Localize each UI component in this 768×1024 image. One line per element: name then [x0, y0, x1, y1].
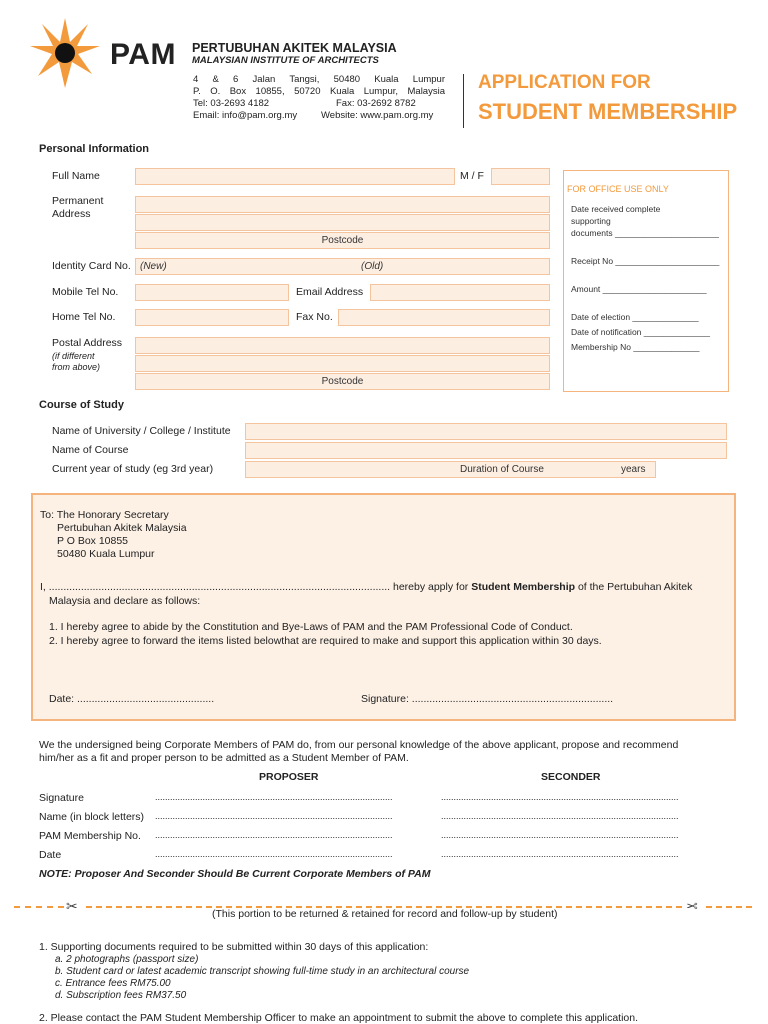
email: Email: info@pam.org.my — [193, 110, 298, 121]
office-election: Date of election ______________ — [571, 312, 699, 322]
scissors-left-icon: ✂ — [66, 898, 78, 914]
office-date-received-1: Date received complete — [571, 204, 661, 214]
tel: Tel: 03-2693 4182 — [193, 98, 270, 109]
postal-address-line-2[interactable] — [135, 355, 550, 372]
cut-line-right — [706, 906, 752, 908]
declaration-item-1: 1. I hereby agree to abide by the Constitution and Bye-Laws of PAM and the PAM Professional Code of Conduct. — [49, 621, 573, 633]
declaration-line-2: Malaysia and declare as follows: — [49, 595, 201, 607]
seconder-name-line[interactable]: ............................................................................................... — [441, 811, 679, 821]
seconder-membership-line[interactable]: ............................................................................................... — [441, 830, 679, 840]
footer-item-d: d. Subscription fees RM37.50 — [55, 990, 187, 1001]
declaration-item-2: 2. I hereby agree to forward the items listed belowthat are required to make and support this application within 30 days. — [49, 635, 602, 647]
postal-postcode-field[interactable] — [135, 373, 550, 390]
scissors-right-icon: ✂ — [686, 898, 698, 914]
ic-field[interactable] — [135, 258, 550, 275]
ic-new-label: (New) — [140, 261, 167, 272]
postal-note-1: (if different — [52, 351, 95, 361]
to-line-2: Pertubuhan Akitek Malaysia — [57, 522, 187, 534]
address-line-1: 4 & 6 Jalan Tangsi, 50480 Kuala Lumpur — [193, 74, 445, 85]
footer-item-c: c. Entrance fees RM75.00 — [55, 978, 171, 989]
office-amount: Amount ______________________ — [571, 284, 707, 294]
proposer-signature-line[interactable]: ............................................................................................... — [155, 792, 393, 802]
sig-label: Signature — [39, 792, 84, 804]
footer-item-a: a. 2 photographs (passport size) — [55, 954, 199, 965]
org-name-en: MALAYSIAN INSTITUTE OF ARCHITECTS — [192, 55, 379, 66]
office-receipt: Receipt No ______________________ — [571, 256, 720, 266]
website: Website: www.pam.org.my — [321, 110, 434, 121]
cut-note: (This portion to be returned & retained for record and follow-up by student) — [212, 908, 558, 920]
home-tel-label: Home Tel No. — [52, 311, 116, 323]
title-line-1: APPLICATION FOR — [478, 72, 651, 93]
declaration-line-1 — [40, 581, 692, 593]
to-line-4: 50480 Kuala Lumpur — [57, 548, 155, 560]
footer-item-b: b. Student card or latest academic transcript showing full-time study in an architectural course — [55, 966, 470, 977]
full-name-field[interactable] — [135, 168, 455, 185]
name-label: Name (in block letters) — [39, 811, 145, 823]
cut-line-left — [14, 906, 64, 908]
personal-heading: Personal Information — [39, 143, 150, 155]
to-line-1: To: The Honorary Secretary — [40, 509, 169, 521]
address-line-2: P. O. Box 10855, 50720 Kuala Lumpur, Malaysia — [193, 86, 445, 97]
ic-old-label: (Old) — [361, 261, 384, 272]
duration-label: Duration of Course — [460, 464, 544, 475]
mobile-label: Mobile Tel No. — [52, 286, 119, 298]
years-label: years — [621, 464, 646, 475]
proposer-note: NOTE: Proposer And Seconder Should Be Current Corporate Members of PAM — [39, 868, 431, 880]
declaration-suffix: of the Pertubuhan Akitek — [575, 581, 693, 593]
proposer-date-line[interactable]: ............................................................................................... — [155, 849, 393, 859]
postal-label: Postal Address — [52, 337, 123, 349]
postcode-label: Postcode — [321, 235, 364, 246]
declaration-signature[interactable]: Signature: ..................................................................... — [361, 693, 614, 705]
header-divider — [463, 74, 464, 128]
seconder-date-line[interactable]: ............................................................................................... — [441, 849, 679, 859]
office-date-received-3: documents ______________________ — [571, 228, 719, 238]
to-line-3: P O Box 10855 — [57, 535, 129, 547]
postal-note-2: from above) — [52, 362, 101, 372]
year-field[interactable] — [245, 461, 656, 478]
permanent-postcode-field[interactable] — [135, 232, 550, 249]
fax: Fax: 03-2692 8782 — [336, 98, 416, 109]
office-notification: Date of notification ______________ — [571, 327, 710, 337]
title-line-2: STUDENT MEMBERSHIP — [478, 99, 738, 124]
postal-address-line-1[interactable] — [135, 337, 550, 354]
proposer-name-line[interactable]: ............................................................................................... — [155, 811, 393, 821]
home-tel-field[interactable] — [135, 309, 289, 326]
seconder-heading: SECONDER — [541, 771, 601, 783]
email-label: Email Address — [296, 286, 364, 298]
proposer-membership-line[interactable]: ............................................................................................... — [155, 830, 393, 840]
gender-field[interactable] — [491, 168, 550, 185]
email-field[interactable] — [370, 284, 550, 301]
office-heading: FOR OFFICE USE ONLY — [567, 184, 669, 194]
mf-label: M / F — [460, 170, 484, 182]
full-name-label: Full Name — [52, 170, 100, 182]
date-label: Date — [39, 849, 62, 861]
declaration-box — [31, 493, 736, 721]
university-label: Name of University / College / Institute — [52, 425, 231, 437]
declaration-date[interactable]: Date: ............................................... — [49, 693, 215, 705]
course-name-label: Name of Course — [52, 444, 129, 456]
footer-item-2: 2. Please contact the PAM Student Membership Officer to make an appointment to submit the above to complete this application. — [39, 1012, 639, 1024]
postcode-label-2: Postcode — [321, 376, 364, 387]
membership-label: PAM Membership No. — [39, 830, 141, 842]
logo-name: PAM — [110, 38, 176, 71]
office-date-received-2: supporting — [571, 216, 611, 226]
declaration-prefix: I, ..................................................................................................................... hereby apply for — [40, 581, 472, 593]
year-label: Current year of study (eg 3rd year) — [52, 463, 214, 475]
permanent-address-line-2[interactable] — [135, 214, 550, 231]
university-field[interactable] — [245, 423, 727, 440]
proposer-heading: PROPOSER — [259, 771, 319, 783]
office-membership: Membership No ______________ — [571, 342, 700, 352]
address-label: Address — [52, 208, 91, 220]
mobile-field[interactable] — [135, 284, 289, 301]
course-name-field[interactable] — [245, 442, 727, 459]
permanent-label: Permanent — [52, 195, 104, 207]
proposer-intro-1: We the undersigned being Corporate Members of PAM do, from our personal knowledge of the above applicant, propose and recommend — [39, 739, 679, 751]
office-use-box — [563, 170, 729, 392]
pam-star-logo-icon — [28, 16, 102, 90]
footer-item-1: 1. Supporting documents required to be submitted within 30 days of this application: — [39, 941, 429, 953]
fax-field[interactable] — [338, 309, 550, 326]
fax-label: Fax No. — [296, 311, 333, 323]
declaration-bold: Student Membership — [471, 581, 576, 593]
ic-label: Identity Card No. — [52, 260, 131, 272]
org-name: PERTUBUHAN AKITEK MALAYSIA — [192, 41, 397, 55]
seconder-signature-line[interactable]: ............................................................................................... — [441, 792, 679, 802]
proposer-intro-2: him/her as a fit and proper person to be admitted as a Student Member of PAM. — [39, 752, 409, 764]
course-heading: Course of Study — [39, 399, 124, 411]
permanent-address-line-1[interactable] — [135, 196, 550, 213]
